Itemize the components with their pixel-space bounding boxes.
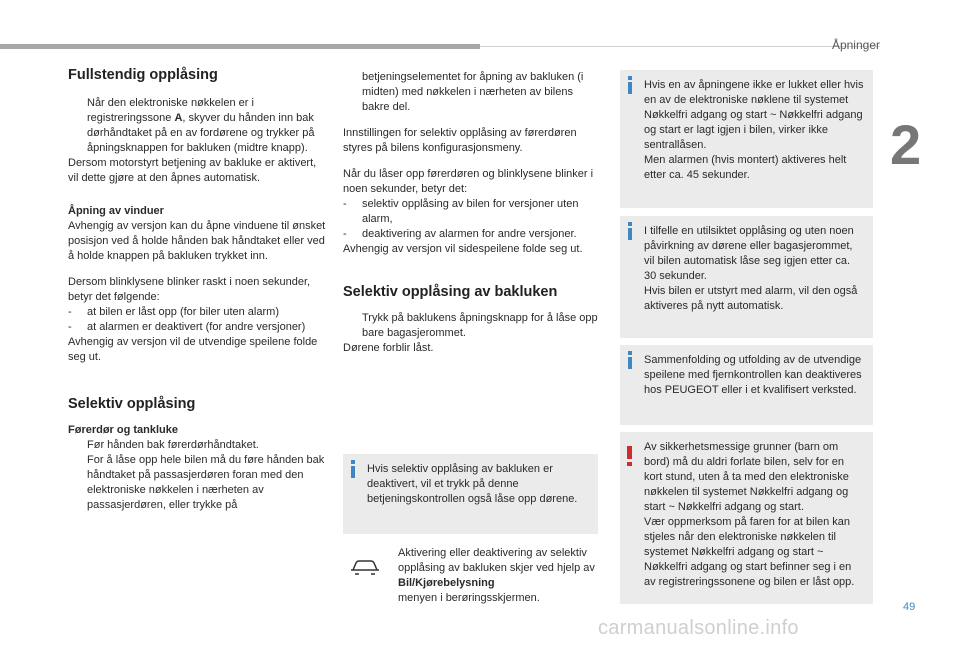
heading-full-unlock: Fullstendig opplåsing — [68, 67, 218, 83]
mirror-text: Avhengig av versjon vil de utvendige speilene folde seg ut. — [68, 336, 318, 363]
info-box-relock: I tilfelle en utilsiktet opplåsing og uten noen påvirkning av dørene eller bagasjerommet, vil bilen automatisk låse seg igjen etter ca. 30 sekunder. Hvis bilen er utstyrt med alarm, vil den også aktiveres på nytt automatisk. — [620, 216, 873, 338]
blink-item-1: - at bilen er låst opp (for biler uten alarm) — [68, 306, 279, 318]
driver-door-heading: Førerdør og tankluke — [68, 424, 179, 436]
heading-tailgate: Selektiv opplåsing av bakluken — [343, 284, 558, 300]
info-box-central-lock: Hvis en av åpningene ikke er lukket eller hvis en av de elektroniske nøklene til systemet Nøkkelfri adgang og start ~ Nøkkelfri adgang og start er lagt igjen i bilen, virker ikke sentrallåsen. Men alarmen (hvis montert) aktiveres helt etter ca. 45 sekunder. — [620, 70, 873, 208]
watermark: carmanualsonline.info — [598, 617, 799, 639]
side-mirror-text: Avhengig av versjon vil sidespeilene folde seg ut. — [343, 243, 583, 255]
info-box-mirrors: Sammenfolding og utfolding av de utvendige speilene med fjernkontrollen kan deaktiveres hos PEUGEOT eller i et kvalifisert verksted. — [620, 345, 873, 425]
warning-icon — [627, 446, 632, 459]
driver-step-2: For å låse opp hele bilen må du føre hånden bak håndtaket på passasjerdøren foran med den elektroniske nøkkelen i nærheten av passasjerdøren, eller trykke på — [87, 454, 325, 511]
tailgate-auto-text: Dersom motorstyrt betjening av bakluke er aktivert, vil dette gjøre at den åpnes automatisk. — [68, 157, 317, 184]
header-bar — [0, 44, 480, 49]
warning-box-safety: Av sikkerhetsmessige grunner (barn om bord) må du aldri forlate bilen, selv for en kort stund, uten å ta med den elektroniske nøkkelen til systemet Nøkkelfri adgang og start ~ Nøkkelfri adgang og start. Vær oppmerksom på faren for at bilen kan stjeles når den elektroniske nøkkelen til systemet Nøkkelfri adgang og start ~ Nøkkelfri adgang og start befinner seg i en av registreringssonene og bilen er låst opp. — [620, 432, 873, 604]
car-icon — [350, 558, 380, 576]
chapter-number: 2 — [890, 113, 922, 176]
header-rule — [480, 46, 880, 47]
section-title: Åpninger — [831, 38, 880, 52]
lock-item-2: - deaktivering av alarmen for andre versjoner. — [343, 228, 577, 240]
config-text: Innstillingen for selektiv opplåsing av førerdøren styres på bilens konfigurasjonsmeny. — [343, 127, 577, 154]
driver-step-2-cont: betjeningselementet for åpning av bakluken (i midten) med nøkkelen i nærheten av bilens bakre del. — [362, 71, 584, 113]
driver-step-1: Før hånden bak førerdørhåndtaket. — [87, 439, 259, 451]
step-full-unlock: Når den elektroniske nøkkelen er i registreringssone A, skyver du hånden inn bak dørhåndtaket på en av fordørene og trykker på åpningsknappen for bakluken (midtre knapp). — [87, 97, 315, 154]
column-left — [68, 66, 326, 513]
info-icon — [628, 357, 632, 369]
heading-selective-unlock: Selektiv opplåsing — [68, 396, 196, 412]
blink-intro: Dersom blinklysene blinker raskt i noen sekunder, betyr det følgende: — [68, 276, 311, 303]
page-number: 49 — [903, 601, 916, 613]
windows-text: Avhengig av versjon kan du åpne vinduene til ønsket posisjon ved å holde hånden bak håndtaket eller ved å holde knappen på bakluken trykket inn. — [68, 220, 326, 262]
lock-intro: Når du låser opp førerdøren og blinklysene blinker i noen sekunder, betyr det: — [343, 168, 594, 195]
lock-item-1: - selektiv opplåsing av bilen for versjoner uten alarm, — [343, 198, 579, 225]
column-middle — [343, 70, 601, 356]
tailgate-step: Trykk på baklukens åpningsknapp for å låse opp bare bagasjerommet. — [362, 312, 598, 339]
info-box-tailgate: Hvis selektiv opplåsing av bakluken er deaktivert, vil et trykk på denne betjeningskontrollen også låse opp dørene. — [343, 454, 598, 534]
info-icon — [351, 466, 355, 478]
blink-item-2: - at alarmen er deaktivert (for andre versjoner) — [68, 321, 306, 333]
windows-heading: Åpning av vinduer — [68, 205, 164, 217]
car-menu-text: Aktivering eller deaktivering av selektiv opplåsing av bakluken skjer ved hjelp av Bil/Kjørebelysning menyen i berøringsskjermen. — [398, 547, 595, 604]
doors-locked-text: Dørene forblir låst. — [343, 342, 434, 354]
info-icon — [628, 228, 632, 240]
info-icon — [628, 82, 632, 94]
